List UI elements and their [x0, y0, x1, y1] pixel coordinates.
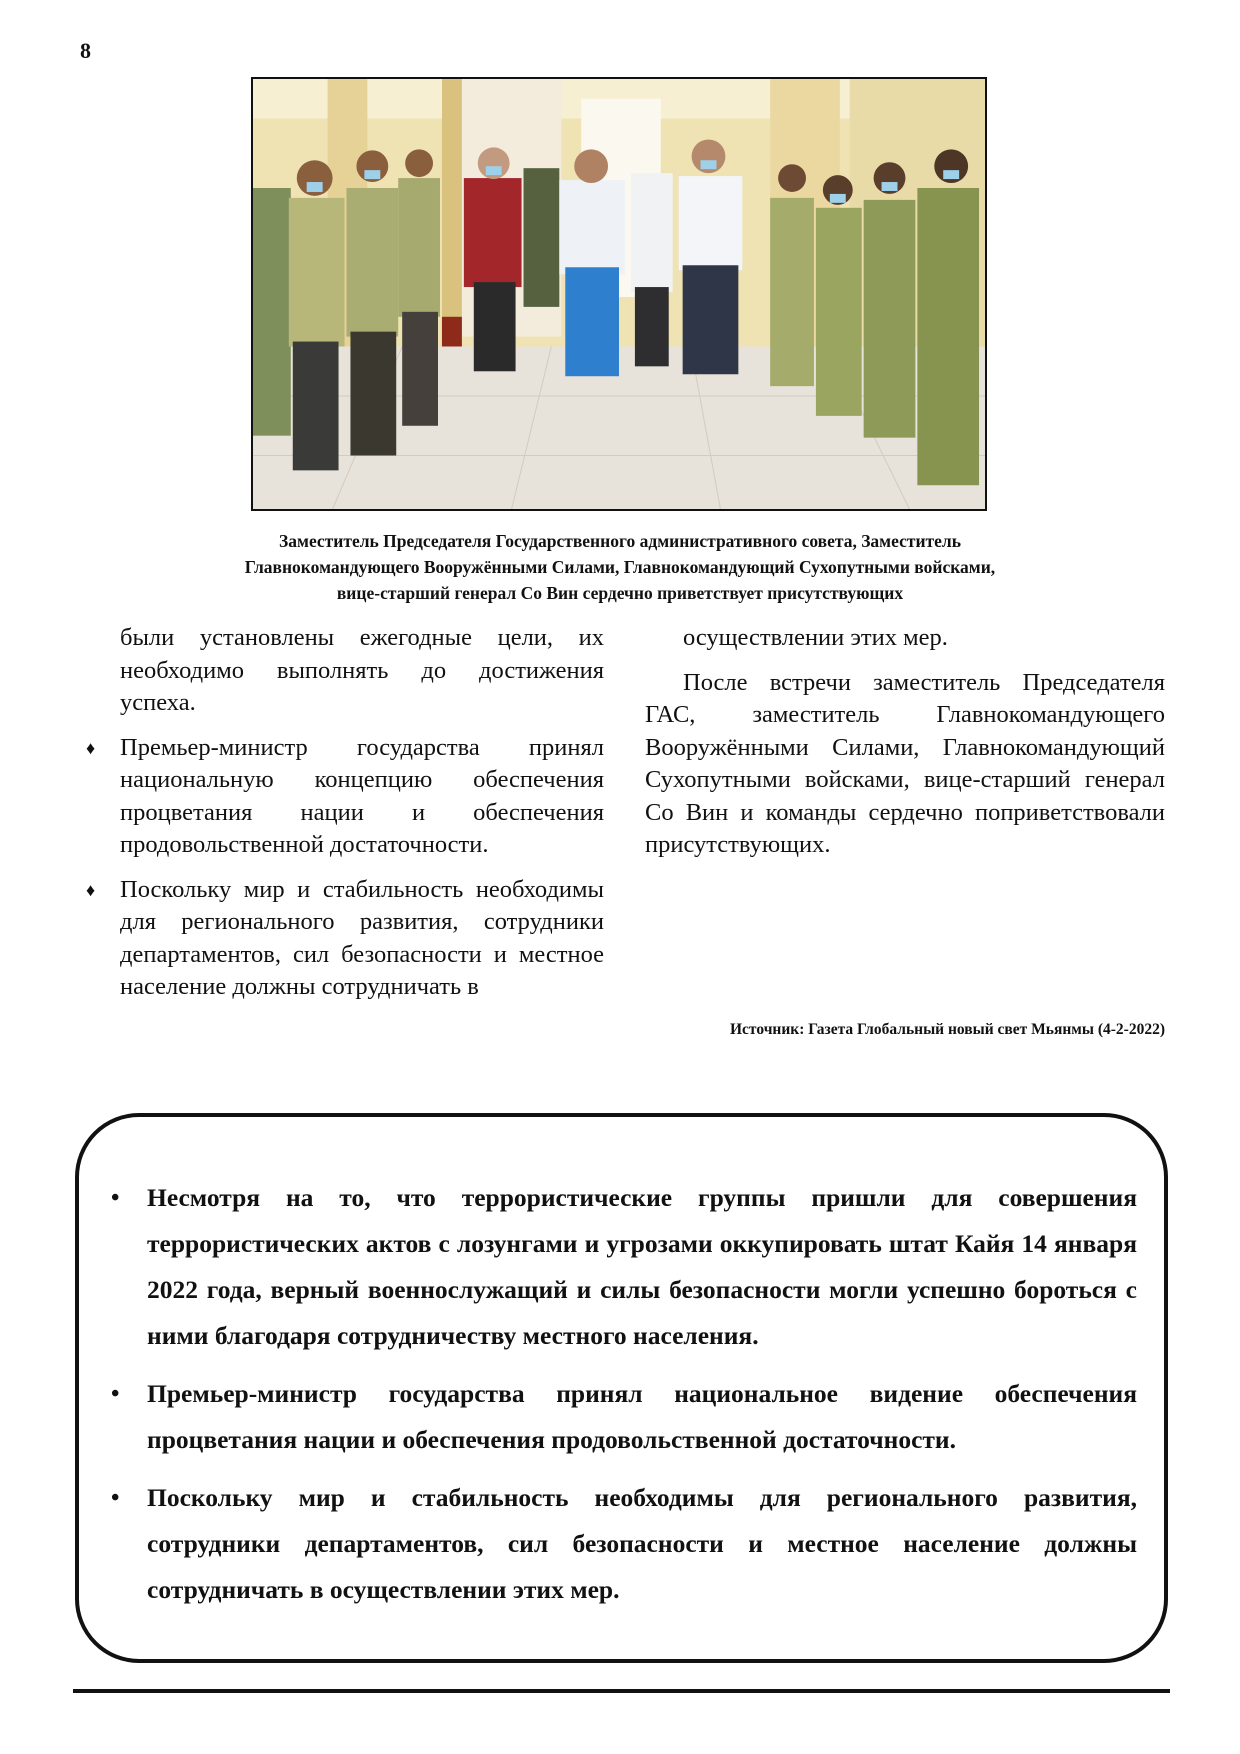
summary-list [111, 1175, 1137, 1625]
bottom-divider [73, 1689, 1170, 1693]
diamond-bullet-icon: ♦ [86, 737, 96, 758]
caption-line: вице-старший генерал Со Вин сердечно приветствует присутствующих [336, 583, 904, 603]
caption-line: Главнокомандующего Вооружёнными Силами, Главнокомандующий Сухопутными войсками, [244, 557, 996, 577]
left-column [80, 622, 604, 1016]
photo-caption [140, 528, 1100, 606]
list-item [111, 1475, 1137, 1613]
list-item [80, 732, 604, 862]
list-item-text: Несмотря на то, что террористические группы пришли для совершения террористических актов с лозунгами и угрозами оккупировать штат Кайя 14 января 2022 года, верный военнослужащий и силы безопасности могли успешно бороться с ними благодаря сотрудничеству местного населения. [147, 1183, 1137, 1350]
caption-line: Заместитель Председателя Государственного административного совета, Заместитель [279, 531, 961, 551]
body-paragraph: После встречи заместитель Председателя ГАС, заместитель Главнокомандующего Вооружёнными Силами, Главнокомандующий Сухопутными войсками, вице-старший генерал Со Вин и команды сердечно поприветствовали присутствующих. [645, 668, 1165, 858]
list-item-text: Поскольку мир и стабильность необходимы для регионального развития, сотрудники департаментов, сил безопасности и местное население должны сотрудничать в осуществлении этих мер. [147, 1483, 1137, 1604]
list-item [80, 874, 604, 1004]
continuation-text: осуществлении этих мер. [683, 624, 948, 651]
left-bullet-list [80, 732, 604, 1004]
bullet-dot-icon: • [111, 1185, 120, 1211]
list-item [111, 1371, 1137, 1463]
bullet-dot-icon: • [111, 1381, 120, 1407]
right-column [645, 622, 1165, 874]
bullet-dot-icon: • [111, 1485, 120, 1511]
list-item-text: Премьер-министр государства принял национальную концепцию обеспечения процветания нации и обеспечения продовольственной достаточности. [120, 733, 604, 858]
page-number: 8 [80, 38, 91, 63]
intro-paragraph: были установлены ежегодные цели, их необходимо выполнять до достижения успеха. [120, 624, 604, 716]
diamond-bullet-icon: ♦ [86, 879, 96, 900]
list-item-text: Премьер-министр государства принял национальное видение обеспечения процветания нации и обеспечения продовольственной достаточности. [147, 1379, 1137, 1454]
source-note: Источник: Газета Глобальный новый свет Мьянмы (4-2-2022) [730, 1021, 1165, 1038]
summary-box [75, 1113, 1168, 1663]
list-item-text: Поскольку мир и стабильность необходимы для регионального развития, сотрудники департаментов, сил безопасности и местное население должны сотрудничать в [120, 875, 604, 1000]
news-photo [251, 77, 987, 511]
list-item [111, 1175, 1137, 1359]
group-greeting-photo [253, 79, 985, 509]
